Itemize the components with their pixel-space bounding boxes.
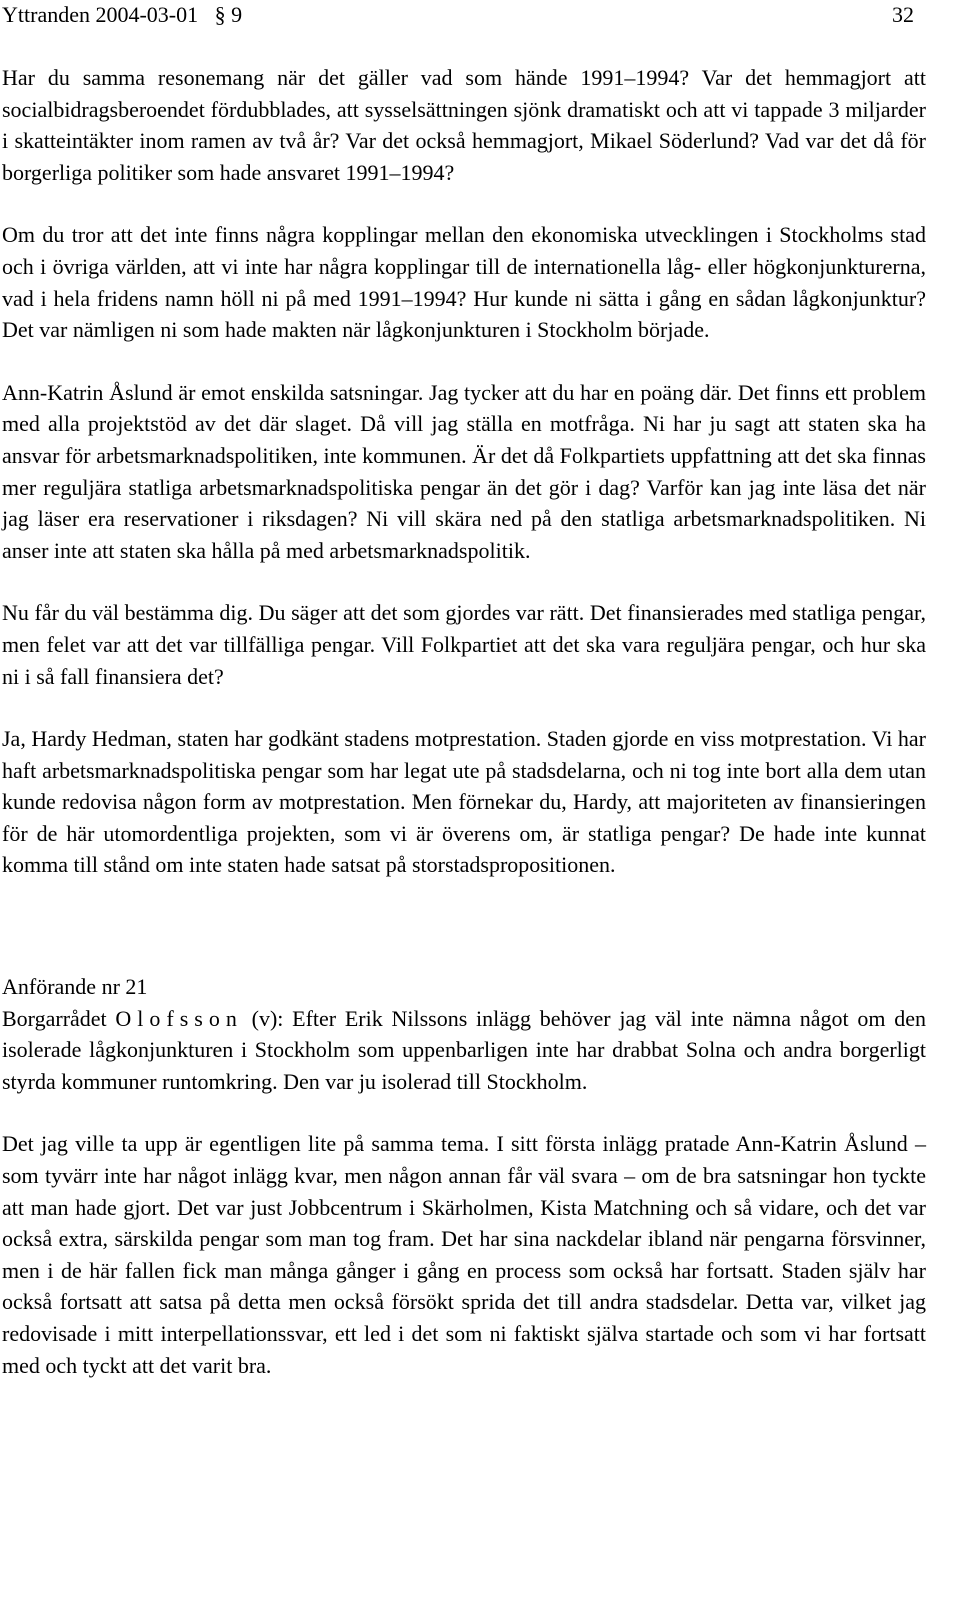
page-header <box>2 0 914 30</box>
page-number: 32 <box>892 2 914 27</box>
paragraph-final: Det jag ville ta upp är egentligen lite på samma tema. I sitt första inlägg pratade Ann-Katrin Åslund – som tyvärr inte har något inlägg kvar, men någon annan får väl svara – om de bra satsningar hon tyckte att man hade gjort. Det var just Jobbcentrum i Skärholmen, Kista Matchning och så vidare, och det var också extra, särskilda pengar som man tog fram. Det har sina nackdelar ibland när pengarna försvinner, men i de här fallen fick man många gånger i gång en process som också har fortsatt. Staden själv har också fortsatt att satsa på detta men också försökt sprida det till andra stadsdelar. Detta var, vilket jag redovisade i mitt interpellationssvar, ett led i det som ni faktiskt själva startade och som vi har fortsatt med och tyckt att det varit bra. <box>2 1131 926 1378</box>
speech-block <box>2 971 926 1097</box>
paragraph-5: Ja, Hardy Hedman, staten har godkänt stadens motprestation. Staden gjorde en viss motprestation. Vi har haft arbetsmarknadspolitiska pengar som har legat ute på stadsdelarna, och ni tog inte bort alla dem utan kunde redovisa någon form av motprestation. Men förnekar du, Hardy, att majoriteten av finansieringen för de här utomordentliga projekten, som vi är överens om, är statliga pengar? De hade inte kunnat komma till stånd om inte staten hade satsat på storstadspropositionen. <box>2 726 926 878</box>
header-date-section: Yttranden 2004-03-01 § 9 <box>2 2 243 27</box>
paragraph-1: Har du samma resonemang när det gäller vad som hände 1991–1994? Var det hemmagjort att socialbidragsberoendet fördubblades, att sysselsättningen sjönk dramatiskt och att vi tappade 3 miljarder i skatteintäkter inom ramen av två år? Var det också hemmagjort, Mikael Söderlund? Vad var det då för borgerliga politiker som hade ansvaret 1991–1994? <box>2 65 926 185</box>
speaker-role: Borgarrådet <box>2 1005 116 1031</box>
paragraph-3: Ann-Katrin Åslund är emot enskilda satsningar. Jag tycker att du har en poäng där. Det finns ett problem med alla projektstöd av det där slaget. Då vill jag ställa en motfråga. Ni har ju sagt att staten ska ha ansvar för arbetsmarknadspolitiken, inte kommunen. Är det då Folkpartiets uppfattning att det ska finnas mer reguljära statliga arbetsmarknadspolitiska pengar än det gör i dag? Varför kan jag inte läsa det när jag läser era reservationer i riksdagen? Ni vill skära ned på den statliga arbetsmarknadspolitiken. Ni anser inte att staten ska hålla på med arbetsmarknadspolitik. <box>2 379 926 563</box>
paragraph-2: Om du tror att det inte finns några kopplingar mellan den ekonomiska utvecklingen i Stockholms stad och i övriga världen, att vi inte har några kopplingar till de internationella låg- eller högkonjunkturerna, vad i hela fridens namn höll ni på med 1991–1994? Hur kunde ni sätta i gång en sådan lågkonjunktur? Det var nämligen ni som hade makten när lågkonjunkturen i Stockholm började. <box>2 222 926 343</box>
paragraph-4: Nu får du väl bestämma dig. Du säger att det som gjordes var rätt. Det finansierades med statliga pengar, men felet var att det var tillfälliga pengar. Vill Folkpartiet att det ska vara reguljära pengar, och hur ska ni i så fall finansiera det? <box>2 600 926 689</box>
speaker-name: Olofsson <box>115 1005 243 1031</box>
document-body <box>2 62 926 1381</box>
speech-text: (v): Efter Erik Nilssons inlägg behöver jag väl inte nämna något om den isolerade lågkonjunkturen i Stockholm som uppenbarligen inte har drabbat Solna och andra borgerligt styrda kommuner runtomkring. Den var ju isolerad till Stockholm. <box>2 1005 927 1094</box>
speech-title: Anförande nr 21 <box>2 974 148 1000</box>
